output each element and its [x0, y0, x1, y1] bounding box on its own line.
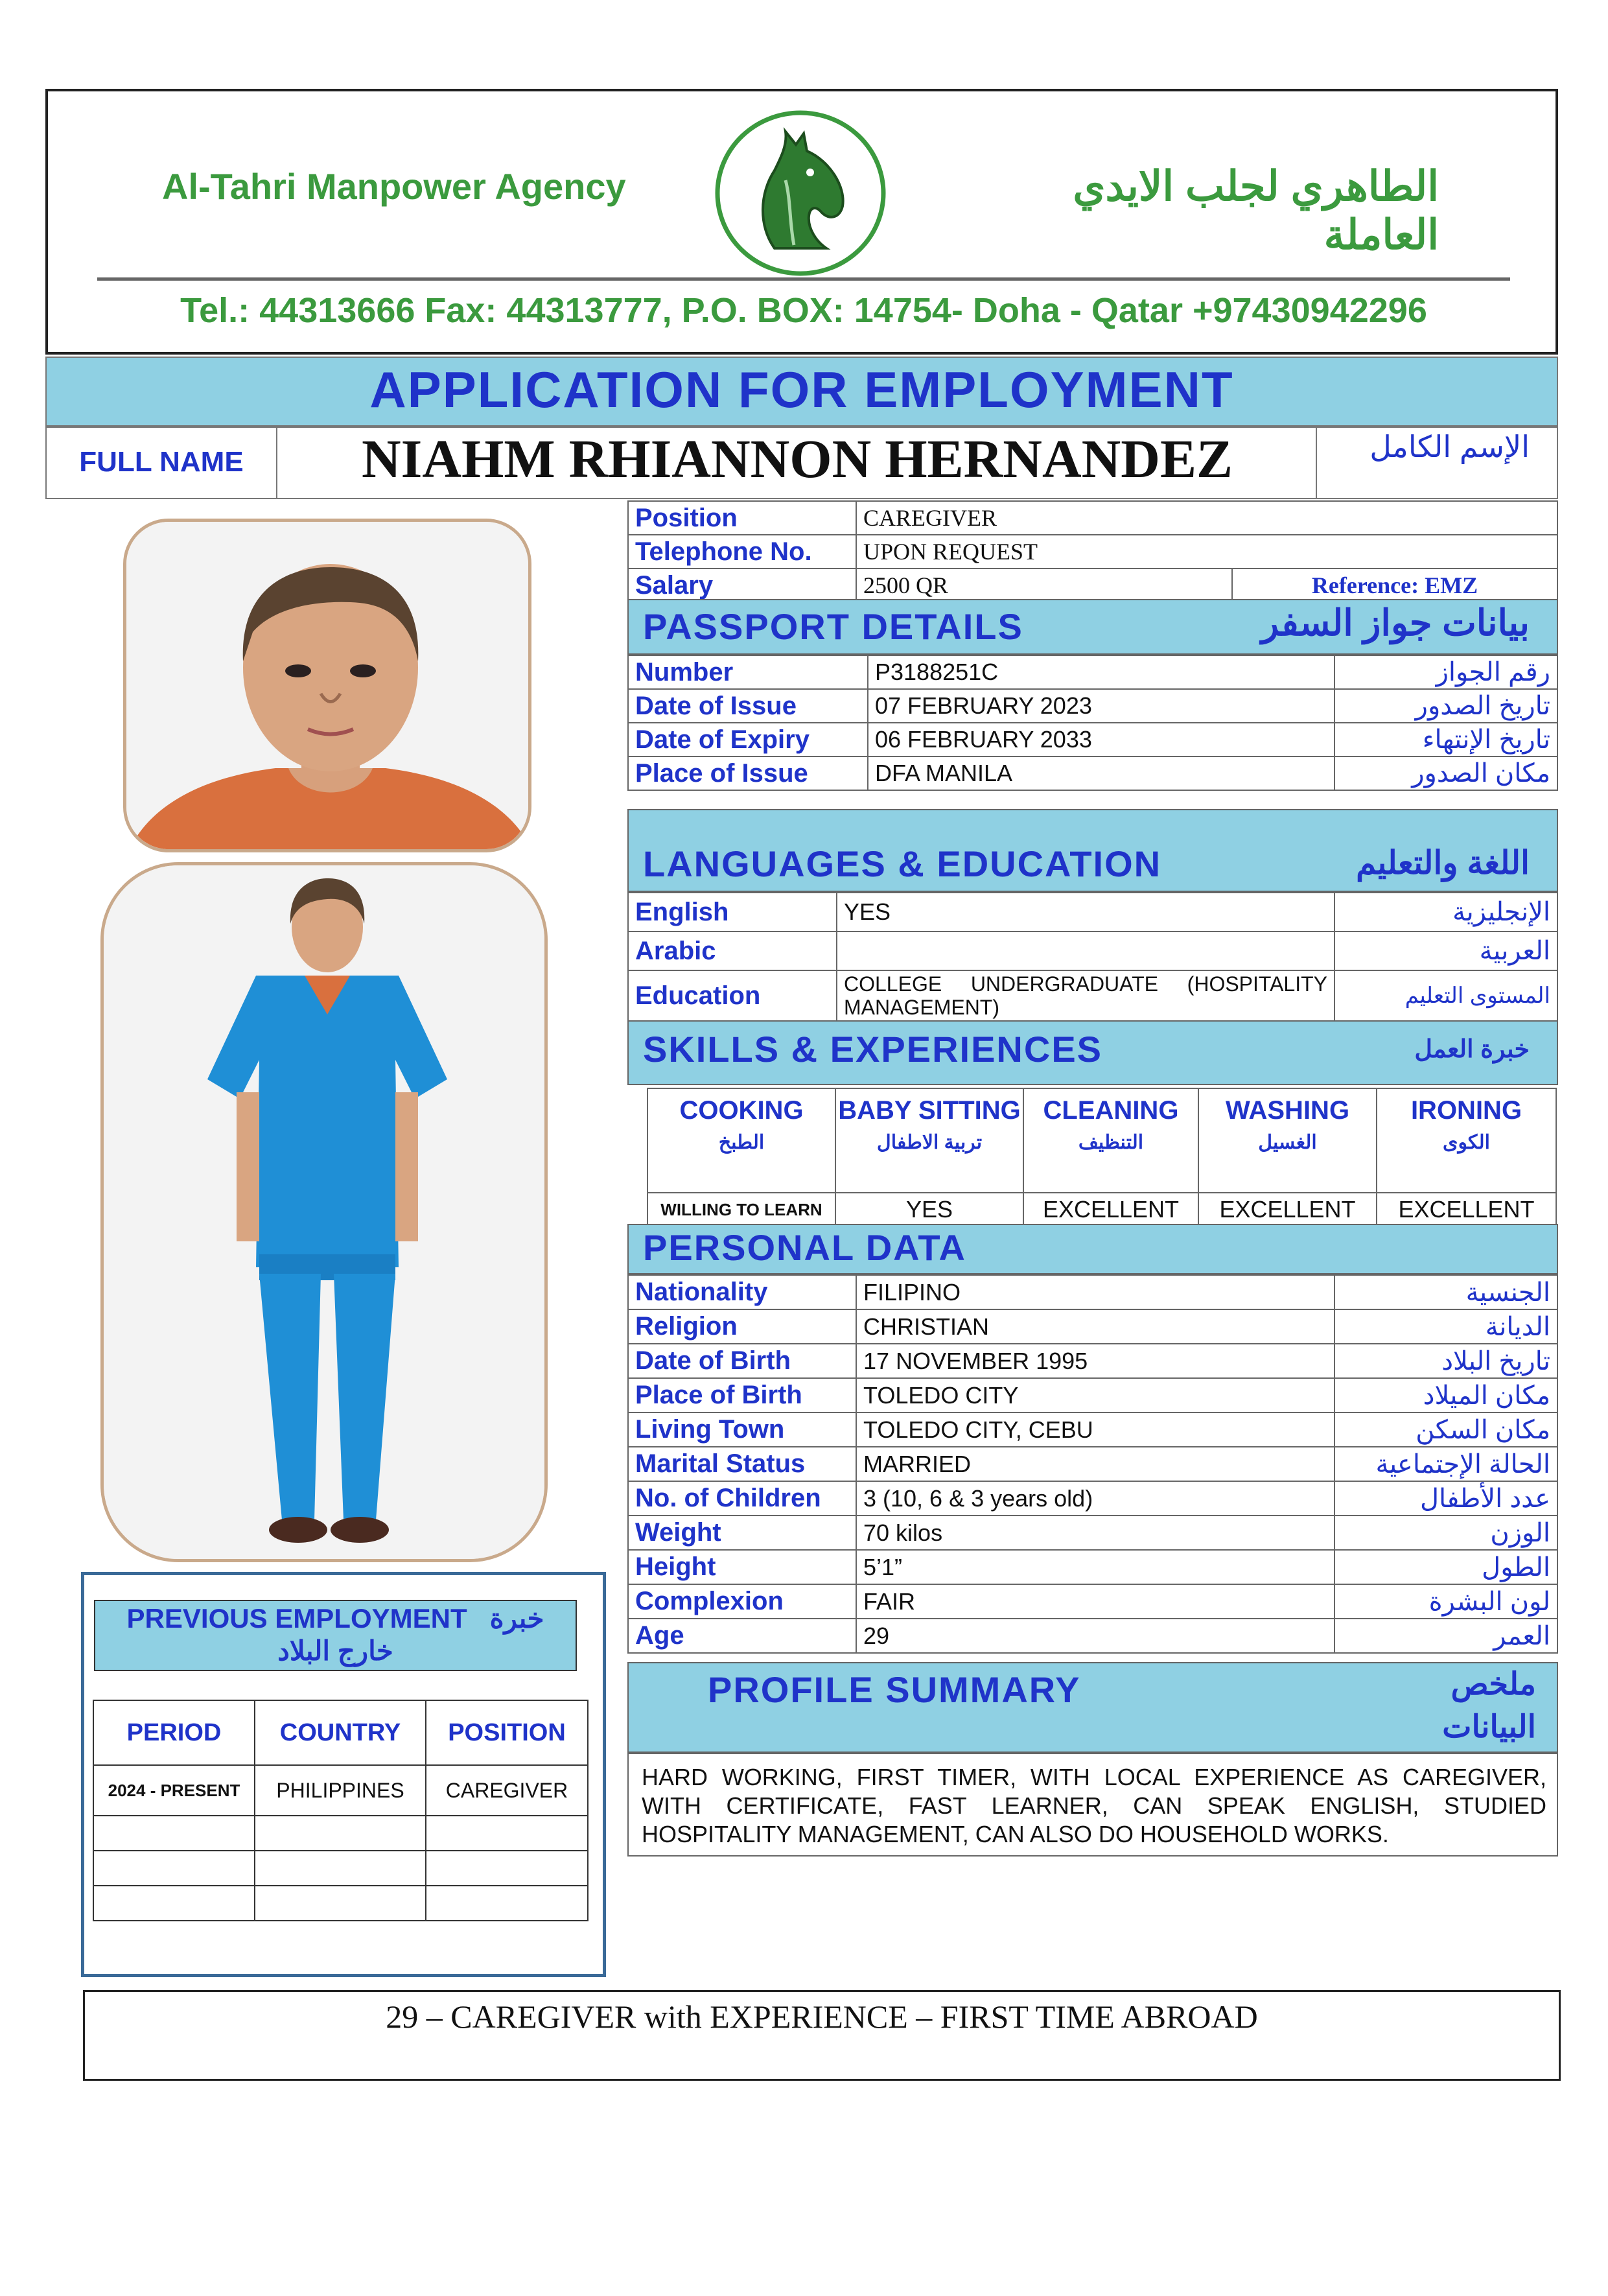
skill-value: EXCELLENT [1198, 1193, 1377, 1226]
telephone-label: Telephone No. [628, 535, 856, 568]
skill-value: WILLING TO LEARN [647, 1193, 835, 1226]
passport-title-arabic: بيانات جواز السفر [1261, 602, 1530, 643]
height-value: 5’1” [856, 1550, 1334, 1584]
complexion-arabic: لون البشرة [1334, 1584, 1557, 1619]
religion-value: CHRISTIAN [856, 1309, 1334, 1344]
nationality-value: FILIPINO [856, 1275, 1334, 1309]
skill-label: CLEANING [1043, 1096, 1179, 1125]
table-row [93, 1851, 588, 1886]
table-row [628, 723, 1557, 756]
table-row [628, 1275, 1557, 1309]
skill-label-arabic: تربية الاطفال [876, 1132, 983, 1153]
table-header-row [93, 1700, 588, 1765]
column-header: COUNTRY [255, 1700, 426, 1765]
full-body-photo [100, 862, 548, 1562]
horse-head-logo-icon [713, 109, 888, 277]
table-cell [93, 1886, 255, 1921]
previous-employment-title-ar-2: خارج البلاد [277, 1635, 393, 1666]
table-cell [426, 1816, 588, 1851]
personal-title: PERSONAL DATA [643, 1227, 966, 1268]
table-row [628, 501, 1557, 535]
passport-title: PASSPORT DETAILS [643, 606, 1023, 647]
weight-value: 70 kilos [856, 1516, 1334, 1550]
education-value: COLLEGE UNDERGRADUATE (HOSPITALITY MANAGEMENT) [837, 970, 1334, 1021]
skill-ironing [1377, 1088, 1556, 1193]
english-arabic: الإنجليزية [1334, 893, 1557, 931]
table-cell [255, 1816, 426, 1851]
height-arabic: الطول [1334, 1550, 1557, 1584]
complexion-value: FAIR [856, 1584, 1334, 1619]
skills-title-arabic: خبرة العمل [1414, 1036, 1530, 1063]
education-arabic: المستوى التعليم [1334, 970, 1557, 1021]
skill-cleaning [1023, 1088, 1198, 1193]
previous-employment-title-en: PREVIOUS EMPLOYMENT [126, 1603, 467, 1634]
telephone-value: UPON REQUEST [856, 535, 1557, 568]
table-cell [255, 1851, 426, 1886]
table-cell [93, 1851, 255, 1886]
skills-header-row [647, 1088, 1556, 1193]
table-cell: PHILIPPINES [255, 1765, 426, 1816]
skill-label: IRONING [1410, 1096, 1522, 1125]
table-row [628, 970, 1557, 1021]
table-cell: CAREGIVER [426, 1765, 588, 1816]
table-row [93, 1816, 588, 1851]
table-row [628, 1550, 1557, 1584]
living-town-value: TOLEDO CITY, CEBU [856, 1412, 1334, 1447]
table-row [93, 1765, 588, 1816]
table-row [628, 535, 1557, 568]
skill-label-arabic: الكوى [1442, 1132, 1491, 1153]
agency-name: Al-Tahri Manpower Agency [162, 166, 626, 207]
children-arabic: عدد الأطفال [1334, 1481, 1557, 1516]
passport-number-arabic: رقم الجواز [1334, 655, 1557, 689]
languages-title: LANGUAGES & EDUCATION [643, 843, 1162, 884]
date-of-birth-label: Date of Birth [628, 1344, 856, 1378]
table-cell [426, 1886, 588, 1921]
table-row [628, 1619, 1557, 1653]
skill-label: COOKING [679, 1096, 804, 1125]
table-row [628, 1412, 1557, 1447]
skill-cooking [647, 1088, 835, 1193]
date-of-expiry-label: Date of Expiry [628, 723, 868, 756]
height-label: Height [628, 1550, 856, 1584]
age-value: 29 [856, 1619, 1334, 1653]
table-row [628, 1378, 1557, 1412]
age-label: Age [628, 1619, 856, 1653]
table-row [628, 1309, 1557, 1344]
table-row [628, 931, 1557, 970]
contact-line: Tel.: 44313666 Fax: 44313777, P.O. BOX: 14754- Doha - Qatar +97430942296 [180, 291, 1427, 330]
skill-washing [1198, 1088, 1377, 1193]
table-cell [426, 1851, 588, 1886]
table-row [628, 1584, 1557, 1619]
table-cell [255, 1886, 426, 1921]
place-of-issue-label: Place of Issue [628, 756, 868, 790]
profile-summary-title-ar-1: ملخص [1451, 1667, 1536, 1702]
table-row [628, 1516, 1557, 1550]
table-row [93, 1886, 588, 1921]
column-header: PERIOD [93, 1700, 255, 1765]
skill-value: YES [835, 1193, 1023, 1226]
skill-label: WASHING [1225, 1096, 1350, 1125]
languages-table [627, 892, 1558, 1022]
letterhead-divider [97, 277, 1510, 281]
arabic-value [837, 931, 1334, 970]
skill-label-arabic: الغسيل [1258, 1132, 1317, 1153]
table-row [628, 655, 1557, 689]
passport-table [627, 655, 1558, 791]
place-of-birth-arabic: مكان الميلاد [1334, 1378, 1557, 1412]
skills-title: SKILLS & EXPERIENCES [643, 1029, 1103, 1070]
complexion-label: Complexion [628, 1584, 856, 1619]
religion-label: Religion [628, 1309, 856, 1344]
weight-label: Weight [628, 1516, 856, 1550]
date-of-birth-value: 17 NOVEMBER 1995 [856, 1344, 1334, 1378]
arabic-arabic: العربية [1334, 931, 1557, 970]
profile-summary-title-arabic [1361, 1663, 1536, 1749]
table-row [628, 1344, 1557, 1378]
place-of-issue-arabic: مكان الصدور [1334, 756, 1557, 790]
footer-caption: 29 – CAREGIVER with EXPERIENCE – FIRST TIME ABROAD [386, 1998, 1258, 2035]
date-of-expiry-value: 06 FEBRUARY 2033 [868, 723, 1334, 756]
date-of-expiry-arabic: تاريخ الإنتهاء [1334, 723, 1557, 756]
skill-label-arabic: التنظيف [1078, 1132, 1144, 1153]
marital-status-arabic: الحالة الإجتماعية [1334, 1447, 1557, 1481]
weight-arabic: الوزن [1334, 1516, 1557, 1550]
table-row [628, 1481, 1557, 1516]
position-label: Position [628, 501, 856, 535]
skill-label-arabic: الطبخ [718, 1132, 765, 1153]
table-row [628, 1447, 1557, 1481]
previous-employment-title-ar-1: خبرة [489, 1603, 544, 1634]
position-value: CAREGIVER [856, 501, 1557, 535]
marital-status-value: MARRIED [856, 1447, 1334, 1481]
salary-label: Salary [628, 568, 856, 602]
children-value: 3 (10, 6 & 3 years old) [856, 1481, 1334, 1516]
living-town-arabic: مكان السكن [1334, 1412, 1557, 1447]
nationality-arabic: الجنسية [1334, 1275, 1557, 1309]
column-header: POSITION [426, 1700, 588, 1765]
table-row [628, 568, 1557, 602]
profile-summary-title-ar-2: البيانات [1442, 1710, 1536, 1744]
table-cell [93, 1816, 255, 1851]
skill-value: EXCELLENT [1377, 1193, 1556, 1226]
languages-title-arabic: اللغة والتعليم [1356, 845, 1530, 881]
previous-employment-table [93, 1700, 588, 1921]
page-title: APPLICATION FOR EMPLOYMENT [369, 361, 1234, 418]
full-name-label-arabic: الإسم الكامل [1369, 430, 1530, 463]
religion-arabic: الديانة [1334, 1309, 1557, 1344]
headshot-photo [123, 519, 531, 852]
full-name-label: FULL NAME [79, 446, 244, 478]
table-cell: 2024 - PRESENT [93, 1765, 255, 1816]
skill-baby-sitting [835, 1088, 1023, 1193]
living-town-label: Living Town [628, 1412, 856, 1447]
children-label: No. of Children [628, 1481, 856, 1516]
skills-table [647, 1088, 1557, 1227]
english-value: YES [837, 893, 1334, 931]
skill-label: BABY SITTING [838, 1096, 1021, 1125]
personal-table [627, 1274, 1558, 1654]
date-of-issue-label: Date of Issue [628, 689, 868, 723]
previous-employment-title [97, 1602, 574, 1667]
date-of-birth-arabic: تاريخ البلاد [1334, 1344, 1557, 1378]
nationality-label: Nationality [628, 1275, 856, 1309]
salary-value: 2500 QR [856, 568, 1232, 602]
skill-value: EXCELLENT [1023, 1193, 1198, 1226]
profile-summary-text: HARD WORKING, FIRST TIMER, WITH LOCAL EXPERIENCE AS CAREGIVER, WITH CERTIFICATE, FAST LEARNER, CAN SPEAK ENGLISH, STUDIED HOSPITALITY MANAGEMENT, CAN ALSO DO HOUSEHOLD WORKS. [642, 1764, 1546, 1847]
table-row [628, 689, 1557, 723]
date-of-issue-value: 07 FEBRUARY 2023 [868, 689, 1334, 723]
passport-number-label: Number [628, 655, 868, 689]
reference-code: Reference: EMZ [1232, 568, 1557, 602]
agency-name-arabic: الطاهري لجلب الايدي العاملة [1073, 163, 1439, 258]
marital-status-label: Marital Status [628, 1447, 856, 1481]
education-label: Education [628, 970, 837, 1021]
date-of-issue-arabic: تاريخ الصدور [1334, 689, 1557, 723]
full-name-value: NIAHM RHIANNON HERNANDEZ [361, 429, 1233, 489]
table-row [628, 893, 1557, 931]
table-row [628, 756, 1557, 790]
place-of-birth-value: TOLEDO CITY [856, 1378, 1334, 1412]
skills-value-row [647, 1193, 1556, 1226]
age-arabic: العمر [1334, 1619, 1557, 1653]
place-of-birth-label: Place of Birth [628, 1378, 856, 1412]
profile-summary-title: PROFILE SUMMARY [708, 1669, 1081, 1710]
passport-number-value: P3188251C [868, 655, 1334, 689]
arabic-label: Arabic [628, 931, 837, 970]
english-label: English [628, 893, 837, 931]
job-table [627, 500, 1558, 603]
place-of-issue-value: DFA MANILA [868, 756, 1334, 790]
